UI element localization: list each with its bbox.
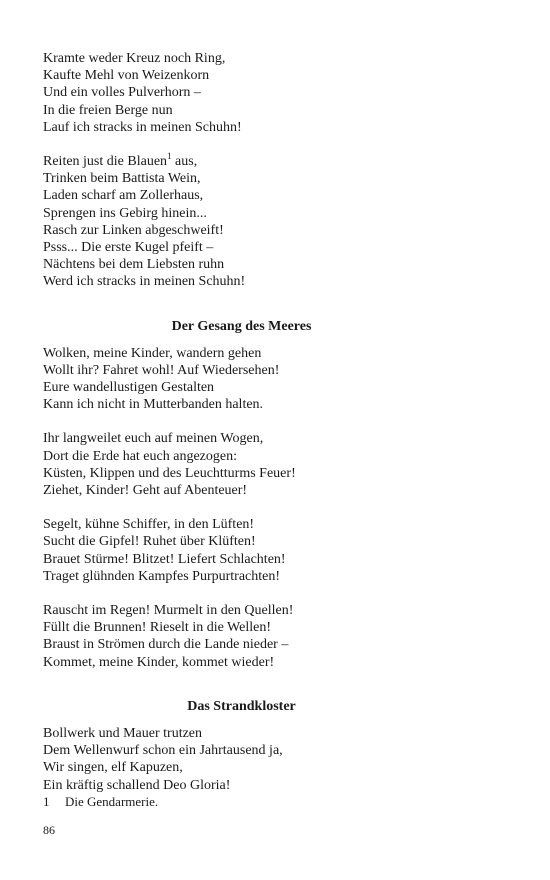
verse-line: Psss... Die erste Kugel pfeift – bbox=[43, 240, 214, 256]
poem-page bbox=[43, 50, 343, 811]
poem2-stanza-2 bbox=[43, 430, 343, 499]
poem2-stanza-4 bbox=[43, 602, 343, 671]
verse-line bbox=[43, 153, 343, 170]
verse-line: Sucht die Gipfel! Ruhet über Klüften! bbox=[43, 534, 256, 550]
verse-line: Brauet Stürme! Blitzet! Liefert Schlachten! bbox=[43, 551, 286, 567]
verse-line: Trinken beim Battista Wein, bbox=[43, 171, 201, 187]
verse-line: Segelt, kühne Schiffer, in den Lüften! bbox=[43, 517, 255, 533]
verse-line: Rasch zur Linken abgeschweift! bbox=[43, 222, 224, 238]
verse-text: aus, bbox=[171, 154, 198, 170]
verse-line: Dem Wellenwurf schon ein Jahrtausend ja, bbox=[43, 743, 283, 759]
verse-line: Eure wandellustigen Gestalten bbox=[43, 380, 215, 396]
poem2-stanza-1 bbox=[43, 345, 343, 414]
footnote-reference[interactable]: 1 bbox=[167, 151, 172, 162]
verse-line: In die freien Berge nun bbox=[43, 102, 173, 118]
verse-line: Kramte weder Kreuz noch Ring, bbox=[43, 51, 226, 66]
verse-line: Ein kräftig schallend Deo Gloria! bbox=[43, 777, 231, 793]
verse-line: Kommet, meine Kinder, kommet wieder! bbox=[43, 654, 275, 670]
verse-line: Nächtens bei dem Liebsten ruhn bbox=[43, 257, 225, 273]
poem-title: Der Gesang des Meeres bbox=[171, 318, 312, 334]
footnote-number: 1 bbox=[43, 794, 50, 809]
footnote bbox=[43, 794, 158, 810]
verse-line: Wollt ihr? Fahret wohl! Auf Wiedersehen! bbox=[43, 362, 280, 378]
poem2-stanza-3 bbox=[43, 516, 343, 585]
verse-line: Ihr langweilet euch auf meinen Wogen, bbox=[43, 431, 264, 447]
verse-line: Wolken, meine Kinder, wandern gehen bbox=[43, 345, 262, 361]
verse-line: Bollwerk und Mauer trutzen bbox=[43, 725, 203, 741]
poem1-stanza-1 bbox=[43, 50, 343, 136]
verse-line: Und ein volles Pulverhorn – bbox=[43, 85, 201, 101]
verse-line: Sprengen ins Gebirg hinein... bbox=[43, 205, 207, 221]
verse-line: Ziehet, Kinder! Geht auf Abenteuer! bbox=[43, 483, 248, 499]
verse-line: Traget glühnden Kampfes Purpurtrachten! bbox=[43, 568, 281, 584]
verse-line: Dort die Erde hat euch angezogen: bbox=[43, 448, 237, 464]
verse-line: Rauscht im Regen! Murmelt in den Quellen! bbox=[43, 603, 294, 619]
poem-title: Das Strandkloster bbox=[187, 698, 296, 714]
poem1-stanza-2 bbox=[43, 153, 343, 291]
verse-line: Küsten, Klippen und des Leuchtturms Feuer! bbox=[43, 465, 296, 481]
verse-line: Werd ich stracks in meinen Schuhn! bbox=[43, 274, 246, 290]
page-number: 86 bbox=[43, 823, 55, 837]
verse-line: Lauf ich stracks in meinen Schuhn! bbox=[43, 119, 242, 135]
verse-line: Braust in Strömen durch die Lande nieder – bbox=[43, 637, 289, 653]
verse-line: Wir singen, elf Kapuzen, bbox=[43, 760, 183, 776]
verse-line: Füllt die Brunnen! Rieselt in die Wellen! bbox=[43, 620, 272, 636]
verse-line: Kaufte Mehl von Weizenkorn bbox=[43, 68, 210, 84]
verse-line: Kann ich nicht in Mutterbanden halten. bbox=[43, 397, 264, 413]
poem3-stanza-1 bbox=[43, 725, 343, 794]
footnote-text: Die Gendarmerie. bbox=[65, 794, 159, 809]
verse-line: Laden scharf am Zollerhaus, bbox=[43, 188, 204, 204]
verse-text: Reiten just die Blauen bbox=[43, 154, 168, 170]
